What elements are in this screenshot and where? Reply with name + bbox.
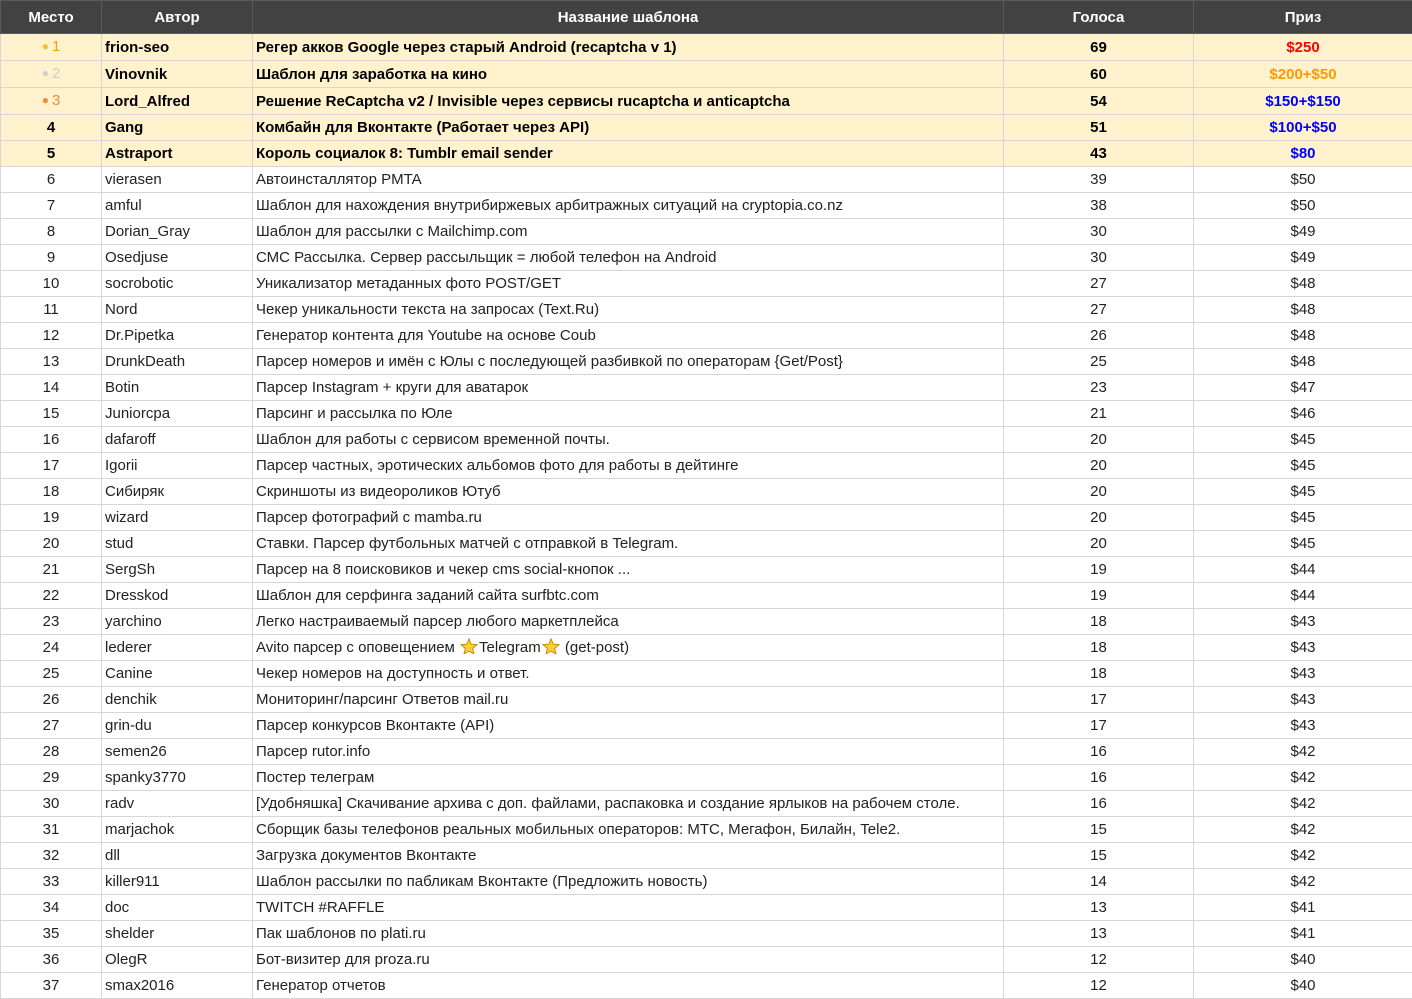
cell-prize[interactable]: $42	[1194, 791, 1412, 817]
cell-place[interactable]	[1, 88, 102, 115]
cell-title[interactable]: Парсер на 8 поисковиков и чекер cms social-кнопок ...	[253, 557, 1004, 583]
cell-title[interactable]: Генератор отчетов	[253, 973, 1004, 999]
cell-author[interactable]: SergSh	[102, 557, 253, 583]
cell-author[interactable]: dll	[102, 843, 253, 869]
cell-place[interactable]	[1, 947, 102, 973]
cell-prize[interactable]: $44	[1194, 583, 1412, 609]
place-number: 23	[43, 613, 60, 630]
cell-place[interactable]	[1, 791, 102, 817]
cell-place[interactable]	[1, 323, 102, 349]
cell-place[interactable]	[1, 583, 102, 609]
cell-prize[interactable]: $48	[1194, 323, 1412, 349]
title-part: (get-post)	[561, 639, 629, 656]
place-number: 13	[43, 353, 60, 370]
cell-author[interactable]: DrunkDeath	[102, 349, 253, 375]
cell-title[interactable]: Парсер Instagram + круги для аватарок	[253, 375, 1004, 401]
cell-votes[interactable]: 69	[1004, 34, 1194, 61]
table-row[interactable]	[1, 609, 1412, 635]
title-part: Telegram	[479, 639, 541, 656]
cell-votes[interactable]: 39	[1004, 167, 1194, 193]
table-row[interactable]	[1, 115, 1412, 141]
cell-place[interactable]	[1, 375, 102, 401]
cell-prize[interactable]: $44	[1194, 557, 1412, 583]
table-row[interactable]	[1, 713, 1412, 739]
place-number: 31	[43, 821, 60, 838]
table-row[interactable]	[1, 557, 1412, 583]
cell-votes[interactable]: 12	[1004, 947, 1194, 973]
place-number: 19	[43, 509, 60, 526]
place-number: 32	[43, 847, 60, 864]
cell-votes[interactable]: 13	[1004, 895, 1194, 921]
cell-place[interactable]	[1, 765, 102, 791]
header-row	[1, 1, 1412, 34]
table-row[interactable]	[1, 531, 1412, 557]
place-number: 28	[43, 743, 60, 760]
cell-author[interactable]: wizard	[102, 505, 253, 531]
cell-prize[interactable]: $41	[1194, 921, 1412, 947]
place-number: 3	[52, 92, 60, 109]
cell-prize[interactable]: $50	[1194, 193, 1412, 219]
cell-votes[interactable]: 19	[1004, 583, 1194, 609]
place-number: 2	[52, 65, 60, 82]
cell-author[interactable]: shelder	[102, 921, 253, 947]
place-number: 36	[43, 951, 60, 968]
cell-author[interactable]: socrobotic	[102, 271, 253, 297]
cell-place[interactable]	[1, 349, 102, 375]
cell-title[interactable]: Чекер уникальности текста на запросах (Text.Ru)	[253, 297, 1004, 323]
cell-place[interactable]	[1, 557, 102, 583]
cell-place[interactable]	[1, 895, 102, 921]
place-number: 9	[47, 249, 55, 266]
cell-author[interactable]: Igorii	[102, 453, 253, 479]
cell-title[interactable]: Парсер rutor.info	[253, 739, 1004, 765]
cell-place[interactable]	[1, 635, 102, 661]
table-row[interactable]	[1, 167, 1412, 193]
cell-title[interactable]: Парсер номеров и имён с Юлы с последующей разбивкой по операторам {Get/Post}	[253, 349, 1004, 375]
cell-author[interactable]: Nord	[102, 297, 253, 323]
cell-title[interactable]: Шаблон для нахождения внутрибиржевых арбитражных ситуаций на cryptopia.co.nz	[253, 193, 1004, 219]
cell-prize[interactable]: $46	[1194, 401, 1412, 427]
cell-votes[interactable]: 21	[1004, 401, 1194, 427]
cell-prize[interactable]: $50	[1194, 167, 1412, 193]
cell-title[interactable]: Шаблон для работы с сервисом временной почты.	[253, 427, 1004, 453]
cell-title[interactable]: Чекер номеров на доступность и ответ.	[253, 661, 1004, 687]
table-row[interactable]	[1, 765, 1412, 791]
place-number: 37	[43, 977, 60, 994]
place-number: 10	[43, 275, 60, 292]
cell-votes[interactable]: 16	[1004, 739, 1194, 765]
cell-place[interactable]	[1, 453, 102, 479]
place-number: 7	[47, 197, 55, 214]
cell-place[interactable]	[1, 609, 102, 635]
cell-title[interactable]: Легко настраиваемый парсер любого маркетплейса	[253, 609, 1004, 635]
table-row[interactable]	[1, 349, 1412, 375]
cell-votes[interactable]: 60	[1004, 61, 1194, 88]
cell-place[interactable]	[1, 141, 102, 167]
cell-author[interactable]: killer911	[102, 869, 253, 895]
cell-title[interactable]	[253, 635, 1004, 661]
column-header-author[interactable]: Автор	[102, 1, 253, 34]
cell-votes[interactable]: 12	[1004, 973, 1194, 999]
cell-place[interactable]	[1, 843, 102, 869]
table-row[interactable]	[1, 583, 1412, 609]
cell-author[interactable]: Gang	[102, 115, 253, 141]
table-row[interactable]	[1, 687, 1412, 713]
cell-prize[interactable]: $150+$150	[1194, 88, 1412, 115]
cell-title[interactable]: Шаблон для серфинга заданий сайта surfbtc.com	[253, 583, 1004, 609]
table-row[interactable]	[1, 869, 1412, 895]
cell-title[interactable]: Парсер фотографий с mamba.ru	[253, 505, 1004, 531]
cell-votes[interactable]: 20	[1004, 479, 1194, 505]
cell-title[interactable]: Шаблон для заработка на кино	[253, 61, 1004, 88]
cell-title[interactable]: Автоинсталлятор PMTA	[253, 167, 1004, 193]
cell-place[interactable]	[1, 687, 102, 713]
cell-title[interactable]: Король социалок 8: Tumblr email sender	[253, 141, 1004, 167]
cell-place[interactable]	[1, 661, 102, 687]
cell-prize[interactable]: $47	[1194, 375, 1412, 401]
table-row[interactable]	[1, 479, 1412, 505]
cell-prize[interactable]: $42	[1194, 843, 1412, 869]
place-number: 22	[43, 587, 60, 604]
table-row[interactable]	[1, 895, 1412, 921]
cell-author[interactable]: Botin	[102, 375, 253, 401]
table-row[interactable]	[1, 323, 1412, 349]
cell-author[interactable]: smax2016	[102, 973, 253, 999]
cell-title[interactable]: Шаблон для рассылки с Mailchimp.com	[253, 219, 1004, 245]
table-row[interactable]	[1, 921, 1412, 947]
cell-prize[interactable]: $43	[1194, 713, 1412, 739]
column-header-title[interactable]: Название шаблона	[253, 1, 1004, 34]
place-number: 18	[43, 483, 60, 500]
cell-author[interactable]: Сибиряк	[102, 479, 253, 505]
cell-votes[interactable]: 20	[1004, 453, 1194, 479]
cell-title[interactable]: Регер акков Google через старый Android (recaptcha v 1)	[253, 34, 1004, 61]
cell-votes[interactable]: 20	[1004, 531, 1194, 557]
place-number: 5	[47, 145, 55, 162]
cell-prize[interactable]: $42	[1194, 765, 1412, 791]
table-row[interactable]	[1, 427, 1412, 453]
place-number: 20	[43, 535, 60, 552]
cell-votes[interactable]: 16	[1004, 765, 1194, 791]
cell-votes[interactable]: 30	[1004, 219, 1194, 245]
cell-prize[interactable]: $45	[1194, 505, 1412, 531]
silver-medal-icon: ●	[42, 66, 49, 80]
place-number: 14	[43, 379, 60, 396]
cell-votes[interactable]: 15	[1004, 843, 1194, 869]
place-number: 11	[43, 301, 59, 318]
cell-votes[interactable]: 18	[1004, 661, 1194, 687]
cell-author[interactable]: amful	[102, 193, 253, 219]
table-row[interactable]	[1, 34, 1412, 61]
table-row[interactable]	[1, 505, 1412, 531]
table-row[interactable]	[1, 271, 1412, 297]
cell-author[interactable]: marjachok	[102, 817, 253, 843]
cell-prize[interactable]: $42	[1194, 817, 1412, 843]
cell-author[interactable]: spanky3770	[102, 765, 253, 791]
cell-prize[interactable]: $45	[1194, 479, 1412, 505]
table-row[interactable]	[1, 843, 1412, 869]
cell-votes[interactable]: 18	[1004, 635, 1194, 661]
cell-prize[interactable]: $45	[1194, 531, 1412, 557]
cell-votes[interactable]: 38	[1004, 193, 1194, 219]
cell-author[interactable]: Dresskod	[102, 583, 253, 609]
table-row[interactable]	[1, 141, 1412, 167]
cell-place[interactable]	[1, 167, 102, 193]
cell-title[interactable]: Генератор контента для Youtube на основе Coub	[253, 323, 1004, 349]
cell-votes[interactable]: 26	[1004, 323, 1194, 349]
cell-title[interactable]: Ставки. Парсер футбольных матчей с отправкой в Telegram.	[253, 531, 1004, 557]
cell-votes[interactable]: 20	[1004, 505, 1194, 531]
cell-prize[interactable]: $43	[1194, 687, 1412, 713]
cell-author[interactable]: stud	[102, 531, 253, 557]
cell-place[interactable]	[1, 869, 102, 895]
cell-author[interactable]: doc	[102, 895, 253, 921]
cell-author[interactable]: radv	[102, 791, 253, 817]
cell-prize[interactable]: $250	[1194, 34, 1412, 61]
cell-title[interactable]: Парсинг и рассылка по Юле	[253, 401, 1004, 427]
cell-prize[interactable]: $48	[1194, 271, 1412, 297]
table-row[interactable]	[1, 739, 1412, 765]
place-number: 26	[43, 691, 60, 708]
place-number: 27	[43, 717, 60, 734]
place-number: 15	[43, 405, 60, 422]
place-number: 8	[47, 223, 55, 240]
table-row[interactable]	[1, 661, 1412, 687]
cell-prize[interactable]: $49	[1194, 219, 1412, 245]
table-row[interactable]	[1, 635, 1412, 661]
cell-author[interactable]: Osedjuse	[102, 245, 253, 271]
cell-author[interactable]: Vinovnik	[102, 61, 253, 88]
cell-author[interactable]: Astraport	[102, 141, 253, 167]
place-number: 33	[43, 873, 60, 890]
cell-votes[interactable]: 51	[1004, 115, 1194, 141]
cell-author[interactable]: yarchino	[102, 609, 253, 635]
cell-votes[interactable]: 27	[1004, 271, 1194, 297]
cell-place[interactable]	[1, 401, 102, 427]
cell-title[interactable]: СМС Рассылка. Сервер рассыльщик = любой телефон на Android	[253, 245, 1004, 271]
cell-prize[interactable]: $48	[1194, 349, 1412, 375]
place-number: 30	[43, 795, 60, 812]
bronze-medal-icon: ●	[42, 93, 49, 107]
table-row[interactable]	[1, 401, 1412, 427]
cell-place[interactable]	[1, 219, 102, 245]
cell-votes[interactable]: 17	[1004, 713, 1194, 739]
table-row[interactable]	[1, 375, 1412, 401]
cell-prize[interactable]: $48	[1194, 297, 1412, 323]
cell-place[interactable]	[1, 115, 102, 141]
column-header-votes[interactable]: Голоса	[1004, 1, 1194, 34]
cell-prize[interactable]: $40	[1194, 947, 1412, 973]
cell-author[interactable]: Dr.Pipetka	[102, 323, 253, 349]
cell-title[interactable]: Загрузка документов Вконтакте	[253, 843, 1004, 869]
cell-prize[interactable]: $100+$50	[1194, 115, 1412, 141]
star-icon	[542, 638, 560, 654]
cell-votes[interactable]: 16	[1004, 791, 1194, 817]
cell-prize[interactable]: $49	[1194, 245, 1412, 271]
cell-title[interactable]: Комбайн для Вконтакте (Работает через API)	[253, 115, 1004, 141]
place-number: 34	[43, 899, 60, 916]
cell-prize[interactable]: $45	[1194, 427, 1412, 453]
star-icon	[460, 638, 478, 654]
cell-place[interactable]	[1, 34, 102, 61]
cell-place[interactable]	[1, 479, 102, 505]
table-row[interactable]	[1, 193, 1412, 219]
table-row[interactable]	[1, 297, 1412, 323]
place-number: 35	[43, 925, 60, 942]
cell-title[interactable]: Парсер конкурсов Вконтакте (API)	[253, 713, 1004, 739]
cell-place[interactable]	[1, 531, 102, 557]
cell-place[interactable]	[1, 297, 102, 323]
table-row[interactable]	[1, 88, 1412, 115]
cell-votes[interactable]: 14	[1004, 869, 1194, 895]
cell-place[interactable]	[1, 271, 102, 297]
cell-place[interactable]	[1, 921, 102, 947]
cell-place[interactable]	[1, 505, 102, 531]
cell-title[interactable]: Решение ReCaptcha v2 / Invisible через сервисы rucaptcha и anticaptcha	[253, 88, 1004, 115]
cell-place[interactable]	[1, 193, 102, 219]
place-number: 4	[47, 119, 55, 136]
cell-title[interactable]: TWITCH #RAFFLE	[253, 895, 1004, 921]
table-row[interactable]	[1, 453, 1412, 479]
gold-medal-icon: ●	[42, 39, 49, 53]
column-header-prize[interactable]: Приз	[1194, 1, 1412, 34]
cell-place[interactable]	[1, 739, 102, 765]
place-number: 1	[52, 38, 60, 55]
cell-votes[interactable]: 19	[1004, 557, 1194, 583]
column-header-place[interactable]: Место	[1, 1, 102, 34]
cell-votes[interactable]: 17	[1004, 687, 1194, 713]
table-row[interactable]	[1, 947, 1412, 973]
cell-votes[interactable]: 23	[1004, 375, 1194, 401]
table-row[interactable]	[1, 219, 1412, 245]
cell-prize[interactable]: $80	[1194, 141, 1412, 167]
cell-title[interactable]: Шаблон рассылки по пабликам Вконтакте (Предложить новость)	[253, 869, 1004, 895]
cell-title[interactable]: Бот-визитер для proza.ru	[253, 947, 1004, 973]
cell-prize[interactable]: $43	[1194, 609, 1412, 635]
cell-author[interactable]: dafaroff	[102, 427, 253, 453]
place-number: 25	[43, 665, 60, 682]
place-number: 12	[43, 327, 60, 344]
cell-author[interactable]: frion-seo	[102, 34, 253, 61]
place-number: 17	[43, 457, 60, 474]
table-row[interactable]	[1, 245, 1412, 271]
results-rows	[1, 34, 1412, 999]
cell-place[interactable]	[1, 713, 102, 739]
cell-prize[interactable]: $200+$50	[1194, 61, 1412, 88]
cell-prize[interactable]: $40	[1194, 973, 1412, 999]
table-row[interactable]	[1, 817, 1412, 843]
cell-author[interactable]: OlegR	[102, 947, 253, 973]
place-number: 24	[43, 639, 60, 656]
cell-author[interactable]: Canine	[102, 661, 253, 687]
cell-prize[interactable]: $43	[1194, 661, 1412, 687]
cell-author[interactable]: lederer	[102, 635, 253, 661]
cell-votes[interactable]: 20	[1004, 427, 1194, 453]
cell-votes[interactable]: 18	[1004, 609, 1194, 635]
place-number: 16	[43, 431, 60, 448]
place-number: 29	[43, 769, 60, 786]
cell-votes[interactable]: 43	[1004, 141, 1194, 167]
cell-author[interactable]: Dorian_Gray	[102, 219, 253, 245]
cell-title[interactable]: Сборщик базы телефонов реальных мобильных операторов: МТС, Мегафон, Билайн, Tele2.	[253, 817, 1004, 843]
cell-author[interactable]: Juniorcpa	[102, 401, 253, 427]
cell-prize[interactable]: $42	[1194, 739, 1412, 765]
cell-title[interactable]: Уникализатор метаданных фото POST/GET	[253, 271, 1004, 297]
cell-prize[interactable]: $45	[1194, 453, 1412, 479]
cell-votes[interactable]: 15	[1004, 817, 1194, 843]
cell-prize[interactable]: $43	[1194, 635, 1412, 661]
cell-votes[interactable]: 54	[1004, 88, 1194, 115]
title-part: Avito парсер с оповещением	[256, 639, 459, 656]
cell-author[interactable]: vierasen	[102, 167, 253, 193]
cell-place[interactable]	[1, 817, 102, 843]
cell-author[interactable]: semen26	[102, 739, 253, 765]
place-number: 21	[43, 561, 60, 578]
cell-author[interactable]: grin-du	[102, 713, 253, 739]
cell-title[interactable]: Мониторинг/парсинг Ответов mail.ru	[253, 687, 1004, 713]
cell-title[interactable]: Парсер частных, эротических альбомов фото для работы в дейтинге	[253, 453, 1004, 479]
cell-title[interactable]: Пак шаблонов по plati.ru	[253, 921, 1004, 947]
cell-author[interactable]: denchik	[102, 687, 253, 713]
cell-author[interactable]: Lord_Alfred	[102, 88, 253, 115]
cell-votes[interactable]: 30	[1004, 245, 1194, 271]
cell-title[interactable]: Постер телеграм	[253, 765, 1004, 791]
place-number: 6	[47, 171, 55, 188]
cell-votes[interactable]: 27	[1004, 297, 1194, 323]
cell-votes[interactable]: 25	[1004, 349, 1194, 375]
table-row[interactable]	[1, 61, 1412, 88]
cell-place[interactable]	[1, 245, 102, 271]
cell-title[interactable]: Скриншоты из видеороликов Ютуб	[253, 479, 1004, 505]
cell-votes[interactable]: 13	[1004, 921, 1194, 947]
cell-place[interactable]	[1, 427, 102, 453]
cell-prize[interactable]: $42	[1194, 869, 1412, 895]
cell-prize[interactable]: $41	[1194, 895, 1412, 921]
cell-place[interactable]	[1, 61, 102, 88]
cell-title[interactable]: [Удобняшка] Скачивание архива с доп. файлами, распаковка и создание ярлыков на рабочем столе.	[253, 791, 1004, 817]
table-row[interactable]	[1, 791, 1412, 817]
